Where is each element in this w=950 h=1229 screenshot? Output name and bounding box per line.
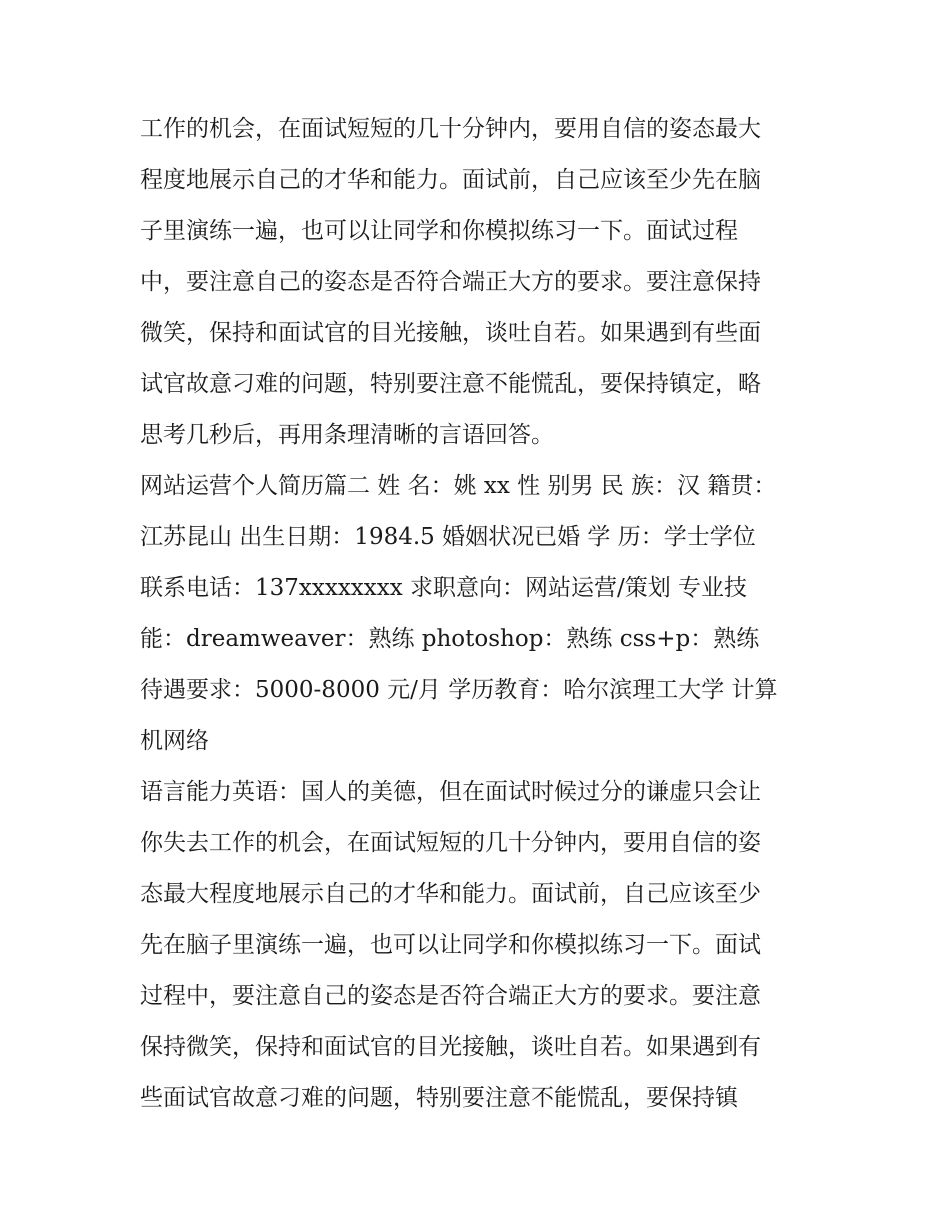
text-line: 思考几秒后，再用条理清晰的言语回答。 — [140, 422, 554, 448]
resume-info-line: 能：dreamweaver：熟练 photoshop：熟练 css+p：熟练 — [140, 626, 760, 652]
text-line: 些面试官故意刁难的问题，特别要注意不能慌乱，要保持镇 — [140, 1085, 738, 1111]
text-line: 语言能力英语：国人的美德，但在面试时候过分的谦虚只会让 — [140, 779, 761, 805]
resume-info-line: 联系电话：137xxxxxxxx 求职意向：网站运营/策划 专业技 — [140, 575, 748, 601]
text-line: 保持微笑，保持和面试官的目光接触，谈吐自若。如果遇到有 — [140, 1034, 761, 1060]
resume-info-line: 待遇要求：5000-8000 元/月 学历教育：哈尔滨理工大学 计算 — [140, 677, 778, 703]
resume-heading-line: 网站运营个人简历篇二 姓 名：姚 xx 性 别男 民 族：汉 籍贯： — [140, 473, 777, 499]
text-line: 过程中，要注意自己的姿态是否符合端正大方的要求。要注意 — [140, 983, 761, 1009]
text-line: 工作的机会，在面试短短的几十分钟内，要用自信的姿态最大 — [140, 116, 761, 142]
text-line: 态最大程度地展示自己的才华和能力。面试前，自己应该至少 — [140, 881, 761, 907]
text-line: 你失去工作的机会，在面试短短的几十分钟内，要用自信的姿 — [140, 830, 761, 856]
resume-info-line: 江苏昆山 出生日期：1984.5 婚姻状况已婚 学 历：学士学位 — [140, 524, 756, 550]
document-body — [140, 104, 820, 1124]
text-line: 先在脑子里演练一遍，也可以让同学和你模拟练习一下。面试 — [140, 932, 761, 958]
text-line: 程度地展示自己的才华和能力。面试前，自己应该至少先在脑 — [140, 167, 761, 193]
text-line: 试官故意刁难的问题，特别要注意不能慌乱，要保持镇定，略 — [140, 371, 761, 397]
resume-info-line: 机网络 — [140, 728, 209, 754]
text-line: 微笑，保持和面试官的目光接触，谈吐自若。如果遇到有些面 — [140, 320, 761, 346]
text-line: 子里演练一遍，也可以让同学和你模拟练习一下。面试过程 — [140, 218, 738, 244]
text-line: 中，要注意自己的姿态是否符合端正大方的要求。要注意保持 — [140, 269, 761, 295]
